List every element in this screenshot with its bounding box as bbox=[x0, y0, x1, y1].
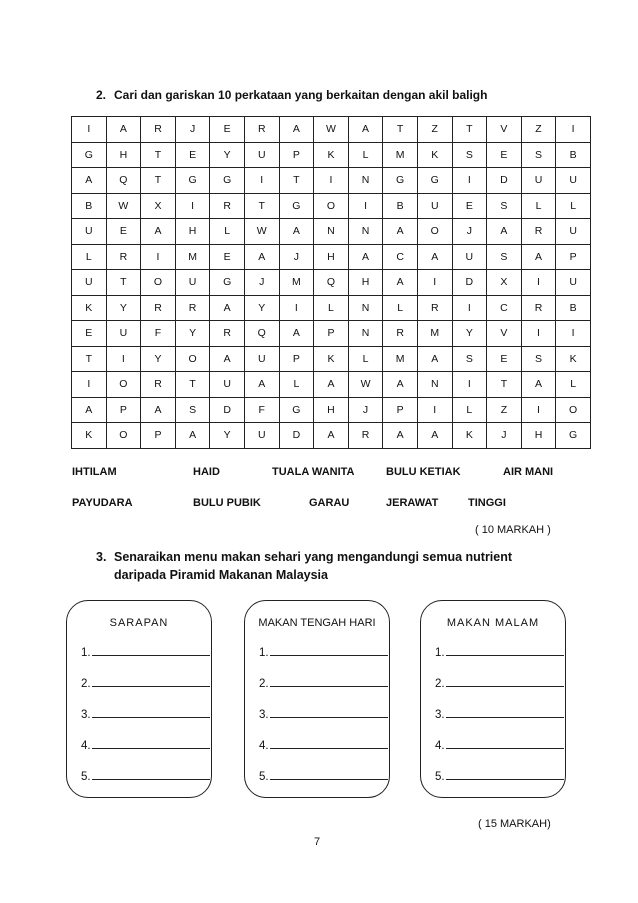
grid-cell[interactable]: V bbox=[487, 321, 522, 347]
grid-cell[interactable]: A bbox=[244, 244, 279, 270]
grid-cell[interactable]: M bbox=[279, 270, 314, 296]
word-item: BULU PUBIK bbox=[193, 497, 261, 509]
grid-row bbox=[72, 270, 591, 296]
grid-cell[interactable]: L bbox=[556, 372, 591, 398]
grid-cell[interactable]: N bbox=[348, 168, 383, 194]
grid-cell[interactable]: L bbox=[521, 193, 556, 219]
grid-cell[interactable]: R bbox=[210, 193, 245, 219]
question-2-title bbox=[96, 88, 487, 102]
grid-cell[interactable]: W bbox=[314, 117, 349, 143]
grid-cell[interactable]: E bbox=[487, 142, 522, 168]
grid-cell[interactable]: P bbox=[314, 321, 349, 347]
grid-cell[interactable]: P bbox=[141, 423, 176, 449]
grid-cell[interactable]: H bbox=[314, 397, 349, 423]
grid-row bbox=[72, 142, 591, 168]
grid-cell[interactable]: T bbox=[106, 270, 141, 296]
grid-cell[interactable]: P bbox=[383, 397, 418, 423]
grid-cell[interactable]: N bbox=[348, 295, 383, 321]
grid-cell[interactable]: N bbox=[348, 219, 383, 245]
meal-box-dinner bbox=[420, 600, 566, 798]
grid-cell[interactable]: Q bbox=[314, 270, 349, 296]
grid-cell[interactable]: H bbox=[175, 219, 210, 245]
meal-box-title: SARAPAN bbox=[109, 617, 169, 629]
word-item: PAYUDARA bbox=[72, 497, 133, 509]
answer-line-number: 5. bbox=[81, 771, 91, 783]
grid-cell[interactable]: O bbox=[141, 270, 176, 296]
word-item: TINGGI bbox=[468, 497, 506, 509]
grid-cell[interactable]: P bbox=[279, 346, 314, 372]
grid-cell[interactable]: I bbox=[521, 270, 556, 296]
grid-cell[interactable]: S bbox=[452, 142, 487, 168]
grid-cell[interactable]: V bbox=[487, 117, 522, 143]
grid-cell[interactable]: I bbox=[417, 397, 452, 423]
grid-cell[interactable]: P bbox=[556, 244, 591, 270]
grid-cell[interactable]: H bbox=[106, 142, 141, 168]
grid-row bbox=[72, 244, 591, 270]
grid-cell[interactable]: A bbox=[383, 270, 418, 296]
grid-cell[interactable]: I bbox=[72, 372, 107, 398]
grid-cell[interactable]: R bbox=[521, 295, 556, 321]
question-2-number: 2. bbox=[96, 88, 107, 102]
grid-cell[interactable]: U bbox=[72, 270, 107, 296]
grid-cell[interactable]: E bbox=[175, 142, 210, 168]
grid-cell[interactable]: G bbox=[210, 270, 245, 296]
grid-cell[interactable]: S bbox=[487, 193, 522, 219]
grid-cell[interactable]: T bbox=[141, 142, 176, 168]
grid-cell[interactable]: I bbox=[452, 168, 487, 194]
grid-cell[interactable]: S bbox=[452, 346, 487, 372]
answer-line[interactable] bbox=[435, 647, 564, 659]
answer-line-number: 2. bbox=[259, 678, 269, 690]
grid-cell[interactable]: K bbox=[417, 142, 452, 168]
grid-cell[interactable]: M bbox=[383, 142, 418, 168]
grid-cell[interactable]: A bbox=[72, 397, 107, 423]
grid-cell[interactable]: O bbox=[556, 397, 591, 423]
grid-cell[interactable]: R bbox=[417, 295, 452, 321]
grid-row bbox=[72, 193, 591, 219]
word-search-grid bbox=[71, 116, 591, 449]
answer-line[interactable] bbox=[259, 771, 388, 783]
word-item: JERAWAT bbox=[386, 497, 439, 509]
grid-cell[interactable]: B bbox=[72, 193, 107, 219]
grid-cell[interactable]: Z bbox=[521, 117, 556, 143]
grid-cell[interactable]: T bbox=[175, 372, 210, 398]
grid-cell[interactable]: Y bbox=[210, 142, 245, 168]
grid-cell[interactable]: G bbox=[279, 193, 314, 219]
answer-line-number: 2. bbox=[435, 678, 445, 690]
grid-cell[interactable]: D bbox=[210, 397, 245, 423]
grid-row bbox=[72, 372, 591, 398]
grid-cell[interactable]: D bbox=[452, 270, 487, 296]
grid-cell[interactable]: I bbox=[175, 193, 210, 219]
grid-cell[interactable]: L bbox=[279, 372, 314, 398]
grid-cell[interactable]: A bbox=[279, 117, 314, 143]
grid-cell[interactable]: U bbox=[210, 372, 245, 398]
answer-line[interactable] bbox=[435, 678, 564, 690]
grid-cell[interactable]: T bbox=[72, 346, 107, 372]
answer-line[interactable] bbox=[435, 709, 564, 721]
grid-cell[interactable]: W bbox=[106, 193, 141, 219]
grid-cell[interactable]: J bbox=[279, 244, 314, 270]
grid-cell[interactable]: A bbox=[141, 397, 176, 423]
answer-line[interactable] bbox=[81, 647, 210, 659]
grid-cell[interactable]: S bbox=[521, 142, 556, 168]
grid-cell[interactable]: U bbox=[556, 270, 591, 296]
grid-cell[interactable]: I bbox=[141, 244, 176, 270]
grid-cell[interactable]: A bbox=[383, 372, 418, 398]
grid-cell[interactable]: B bbox=[383, 193, 418, 219]
answer-line-number: 3. bbox=[259, 709, 269, 721]
grid-cell[interactable]: A bbox=[417, 244, 452, 270]
grid-cell[interactable]: A bbox=[521, 244, 556, 270]
grid-cell[interactable]: L bbox=[348, 142, 383, 168]
grid-row bbox=[72, 295, 591, 321]
question-3-number: 3. bbox=[96, 550, 107, 564]
grid-cell[interactable]: R bbox=[348, 423, 383, 449]
answer-line-number: 1. bbox=[81, 647, 91, 659]
answer-line-number: 5. bbox=[435, 771, 445, 783]
answer-line[interactable] bbox=[259, 647, 388, 659]
grid-cell[interactable]: N bbox=[314, 219, 349, 245]
grid-cell[interactable]: U bbox=[72, 219, 107, 245]
question-3-line1: Senaraikan menu makan sehari yang mengandungi semua nutrient bbox=[114, 550, 513, 564]
grid-cell[interactable]: I bbox=[348, 193, 383, 219]
grid-cell[interactable]: E bbox=[452, 193, 487, 219]
grid-cell[interactable]: G bbox=[72, 142, 107, 168]
grid-cell[interactable]: K bbox=[452, 423, 487, 449]
answer-line[interactable] bbox=[435, 740, 564, 752]
answer-line[interactable] bbox=[81, 740, 210, 752]
grid-cell[interactable]: O bbox=[106, 423, 141, 449]
grid-cell[interactable]: L bbox=[210, 219, 245, 245]
meal-box-lunch bbox=[244, 600, 390, 798]
grid-cell[interactable]: Y bbox=[175, 321, 210, 347]
grid-cell[interactable]: T bbox=[141, 168, 176, 194]
question-3-line2: daripada Piramid Makanan Malaysia bbox=[114, 568, 328, 582]
grid-cell[interactable]: A bbox=[106, 117, 141, 143]
grid-cell[interactable]: A bbox=[417, 423, 452, 449]
word-item: GARAU bbox=[309, 497, 350, 509]
grid-cell[interactable]: G bbox=[279, 397, 314, 423]
grid-cell[interactable]: R bbox=[106, 244, 141, 270]
grid-cell[interactable]: A bbox=[348, 117, 383, 143]
grid-cell[interactable]: R bbox=[210, 321, 245, 347]
grid-cell[interactable]: I bbox=[556, 117, 591, 143]
grid-cell[interactable]: U bbox=[175, 270, 210, 296]
grid-cell[interactable]: G bbox=[210, 168, 245, 194]
grid-cell[interactable]: N bbox=[348, 321, 383, 347]
grid-cell[interactable]: A bbox=[210, 295, 245, 321]
grid-cell[interactable]: W bbox=[348, 372, 383, 398]
question-3-title bbox=[96, 548, 512, 584]
word-item: IHTILAM bbox=[72, 466, 117, 478]
question-2-text: Cari dan gariskan 10 perkataan yang berkaitan dengan akil baligh bbox=[114, 88, 488, 102]
grid-row bbox=[72, 423, 591, 449]
grid-cell[interactable]: K bbox=[72, 295, 107, 321]
grid-cell[interactable]: P bbox=[106, 397, 141, 423]
grid-row bbox=[72, 321, 591, 347]
grid-cell[interactable]: A bbox=[417, 346, 452, 372]
grid-cell[interactable]: U bbox=[417, 193, 452, 219]
answer-line[interactable] bbox=[81, 771, 210, 783]
grid-cell[interactable]: L bbox=[348, 346, 383, 372]
marks-question-3: ( 15 MARKAH) bbox=[478, 818, 551, 830]
grid-cell[interactable]: Z bbox=[417, 117, 452, 143]
grid-cell[interactable]: I bbox=[521, 321, 556, 347]
grid-cell[interactable]: T bbox=[244, 193, 279, 219]
grid-cell[interactable]: D bbox=[487, 168, 522, 194]
grid-cell[interactable]: S bbox=[175, 397, 210, 423]
grid-cell[interactable]: R bbox=[141, 117, 176, 143]
grid-cell[interactable]: B bbox=[556, 295, 591, 321]
grid-cell[interactable]: K bbox=[314, 142, 349, 168]
answer-line-number: 1. bbox=[259, 647, 269, 659]
grid-cell[interactable]: L bbox=[452, 397, 487, 423]
grid-cell[interactable]: I bbox=[72, 117, 107, 143]
grid-cell[interactable]: L bbox=[314, 295, 349, 321]
grid-cell[interactable]: K bbox=[556, 346, 591, 372]
grid-cell[interactable]: L bbox=[72, 244, 107, 270]
answer-line-number: 3. bbox=[435, 709, 445, 721]
word-item: HAID bbox=[193, 466, 220, 478]
grid-cell[interactable]: X bbox=[141, 193, 176, 219]
meal-box-title: MAKAN MALAM bbox=[446, 617, 540, 629]
grid-cell[interactable]: I bbox=[417, 270, 452, 296]
grid-cell[interactable]: A bbox=[72, 168, 107, 194]
grid-cell[interactable]: I bbox=[244, 168, 279, 194]
grid-cell[interactable]: N bbox=[417, 372, 452, 398]
grid-cell[interactable]: K bbox=[72, 423, 107, 449]
grid-cell[interactable]: F bbox=[244, 397, 279, 423]
grid-cell[interactable]: R bbox=[141, 295, 176, 321]
grid-cell[interactable]: E bbox=[487, 346, 522, 372]
grid-cell[interactable]: R bbox=[141, 372, 176, 398]
grid-cell[interactable]: J bbox=[487, 423, 522, 449]
grid-cell[interactable]: A bbox=[314, 423, 349, 449]
grid-cell[interactable]: A bbox=[175, 423, 210, 449]
grid-cell[interactable]: I bbox=[314, 168, 349, 194]
grid-cell[interactable]: U bbox=[244, 142, 279, 168]
grid-cell[interactable]: H bbox=[348, 270, 383, 296]
grid-cell[interactable]: U bbox=[556, 219, 591, 245]
grid-cell[interactable]: H bbox=[521, 423, 556, 449]
grid-cell[interactable]: G bbox=[417, 168, 452, 194]
grid-cell[interactable]: W bbox=[244, 219, 279, 245]
grid-cell[interactable]: J bbox=[175, 117, 210, 143]
word-item: BULU KETIAK bbox=[386, 466, 461, 478]
grid-cell[interactable]: I bbox=[452, 372, 487, 398]
grid-cell[interactable]: U bbox=[106, 321, 141, 347]
word-item: AIR MANI bbox=[503, 466, 554, 478]
grid-cell[interactable]: H bbox=[314, 244, 349, 270]
answer-line-number: 5. bbox=[259, 771, 269, 783]
answer-line-number: 2. bbox=[81, 678, 91, 690]
grid-cell[interactable]: E bbox=[210, 117, 245, 143]
answer-line-number: 3. bbox=[81, 709, 91, 721]
grid-cell[interactable]: T bbox=[487, 372, 522, 398]
grid-cell[interactable]: J bbox=[244, 270, 279, 296]
grid-cell[interactable]: I bbox=[452, 295, 487, 321]
grid-cell[interactable]: U bbox=[244, 423, 279, 449]
answer-line[interactable] bbox=[81, 678, 210, 690]
answer-line-number: 4. bbox=[259, 740, 269, 752]
grid-cell[interactable]: Y bbox=[210, 423, 245, 449]
marks-question-2: ( 10 MARKAH ) bbox=[475, 524, 551, 536]
grid-cell[interactable]: T bbox=[279, 168, 314, 194]
grid-row bbox=[72, 219, 591, 245]
grid-cell[interactable]: R bbox=[175, 295, 210, 321]
grid-cell[interactable]: Y bbox=[106, 295, 141, 321]
grid-cell[interactable]: T bbox=[383, 117, 418, 143]
grid-cell[interactable]: A bbox=[141, 219, 176, 245]
answer-line[interactable] bbox=[259, 709, 388, 721]
grid-cell[interactable]: U bbox=[452, 244, 487, 270]
grid-row bbox=[72, 397, 591, 423]
grid-cell[interactable]: A bbox=[279, 219, 314, 245]
grid-cell[interactable]: J bbox=[452, 219, 487, 245]
grid-cell[interactable]: C bbox=[487, 295, 522, 321]
grid-cell[interactable]: I bbox=[279, 295, 314, 321]
grid-cell[interactable]: Y bbox=[141, 346, 176, 372]
answer-line-number: 1. bbox=[435, 647, 445, 659]
grid-cell[interactable]: P bbox=[279, 142, 314, 168]
grid-cell[interactable]: Z bbox=[487, 397, 522, 423]
grid-cell[interactable]: A bbox=[244, 372, 279, 398]
grid-cell[interactable]: I bbox=[556, 321, 591, 347]
meal-box-breakfast bbox=[66, 600, 212, 798]
grid-cell[interactable]: S bbox=[487, 244, 522, 270]
grid-cell[interactable]: A bbox=[521, 372, 556, 398]
grid-cell[interactable]: Q bbox=[244, 321, 279, 347]
grid-cell[interactable]: R bbox=[521, 219, 556, 245]
grid-cell[interactable]: R bbox=[383, 321, 418, 347]
page-number: 7 bbox=[314, 836, 321, 848]
answer-line[interactable] bbox=[81, 709, 210, 721]
grid-cell[interactable]: O bbox=[314, 193, 349, 219]
grid-cell[interactable]: G bbox=[383, 168, 418, 194]
grid-cell[interactable]: A bbox=[314, 372, 349, 398]
meal-box-title: MAKAN TENGAH HARI bbox=[258, 617, 376, 629]
grid-cell[interactable]: C bbox=[383, 244, 418, 270]
grid-cell[interactable]: Y bbox=[452, 321, 487, 347]
grid-cell[interactable]: M bbox=[417, 321, 452, 347]
grid-cell[interactable]: T bbox=[452, 117, 487, 143]
grid-cell[interactable]: I bbox=[106, 346, 141, 372]
grid-cell[interactable]: Q bbox=[106, 168, 141, 194]
word-item: TUALA WANITA bbox=[272, 466, 355, 478]
grid-cell[interactable]: S bbox=[521, 346, 556, 372]
answer-line[interactable] bbox=[259, 740, 388, 752]
grid-cell[interactable]: B bbox=[556, 142, 591, 168]
answer-line-number: 4. bbox=[81, 740, 91, 752]
answer-line[interactable] bbox=[259, 678, 388, 690]
grid-cell[interactable]: A bbox=[348, 244, 383, 270]
grid-cell[interactable]: G bbox=[556, 423, 591, 449]
grid-cell[interactable]: O bbox=[417, 219, 452, 245]
grid-cell[interactable]: O bbox=[106, 372, 141, 398]
grid-cell[interactable]: X bbox=[487, 270, 522, 296]
grid-cell[interactable]: U bbox=[244, 346, 279, 372]
grid-cell[interactable]: A bbox=[383, 423, 418, 449]
grid-cell[interactable]: A bbox=[383, 219, 418, 245]
grid-cell[interactable]: O bbox=[175, 346, 210, 372]
grid-cell[interactable]: U bbox=[521, 168, 556, 194]
grid-cell[interactable]: Y bbox=[244, 295, 279, 321]
grid-cell[interactable]: M bbox=[175, 244, 210, 270]
grid-cell[interactable]: D bbox=[279, 423, 314, 449]
grid-row bbox=[72, 346, 591, 372]
grid-cell[interactable]: R bbox=[244, 117, 279, 143]
grid-cell[interactable]: L bbox=[383, 295, 418, 321]
grid-cell[interactable]: K bbox=[314, 346, 349, 372]
grid-cell[interactable]: F bbox=[141, 321, 176, 347]
grid-cell[interactable]: J bbox=[348, 397, 383, 423]
grid-cell[interactable]: I bbox=[521, 397, 556, 423]
grid-cell[interactable]: L bbox=[556, 193, 591, 219]
grid-row bbox=[72, 117, 591, 143]
grid-cell[interactable]: M bbox=[383, 346, 418, 372]
answer-line-number: 4. bbox=[435, 740, 445, 752]
grid-cell[interactable]: A bbox=[487, 219, 522, 245]
grid-cell[interactable]: G bbox=[175, 168, 210, 194]
grid-cell[interactable]: E bbox=[106, 219, 141, 245]
grid-cell[interactable]: E bbox=[210, 244, 245, 270]
grid-cell[interactable]: A bbox=[210, 346, 245, 372]
answer-line[interactable] bbox=[435, 771, 564, 783]
grid-row bbox=[72, 168, 591, 194]
grid-cell[interactable]: U bbox=[556, 168, 591, 194]
grid-cell[interactable]: A bbox=[279, 321, 314, 347]
grid-cell[interactable]: E bbox=[72, 321, 107, 347]
